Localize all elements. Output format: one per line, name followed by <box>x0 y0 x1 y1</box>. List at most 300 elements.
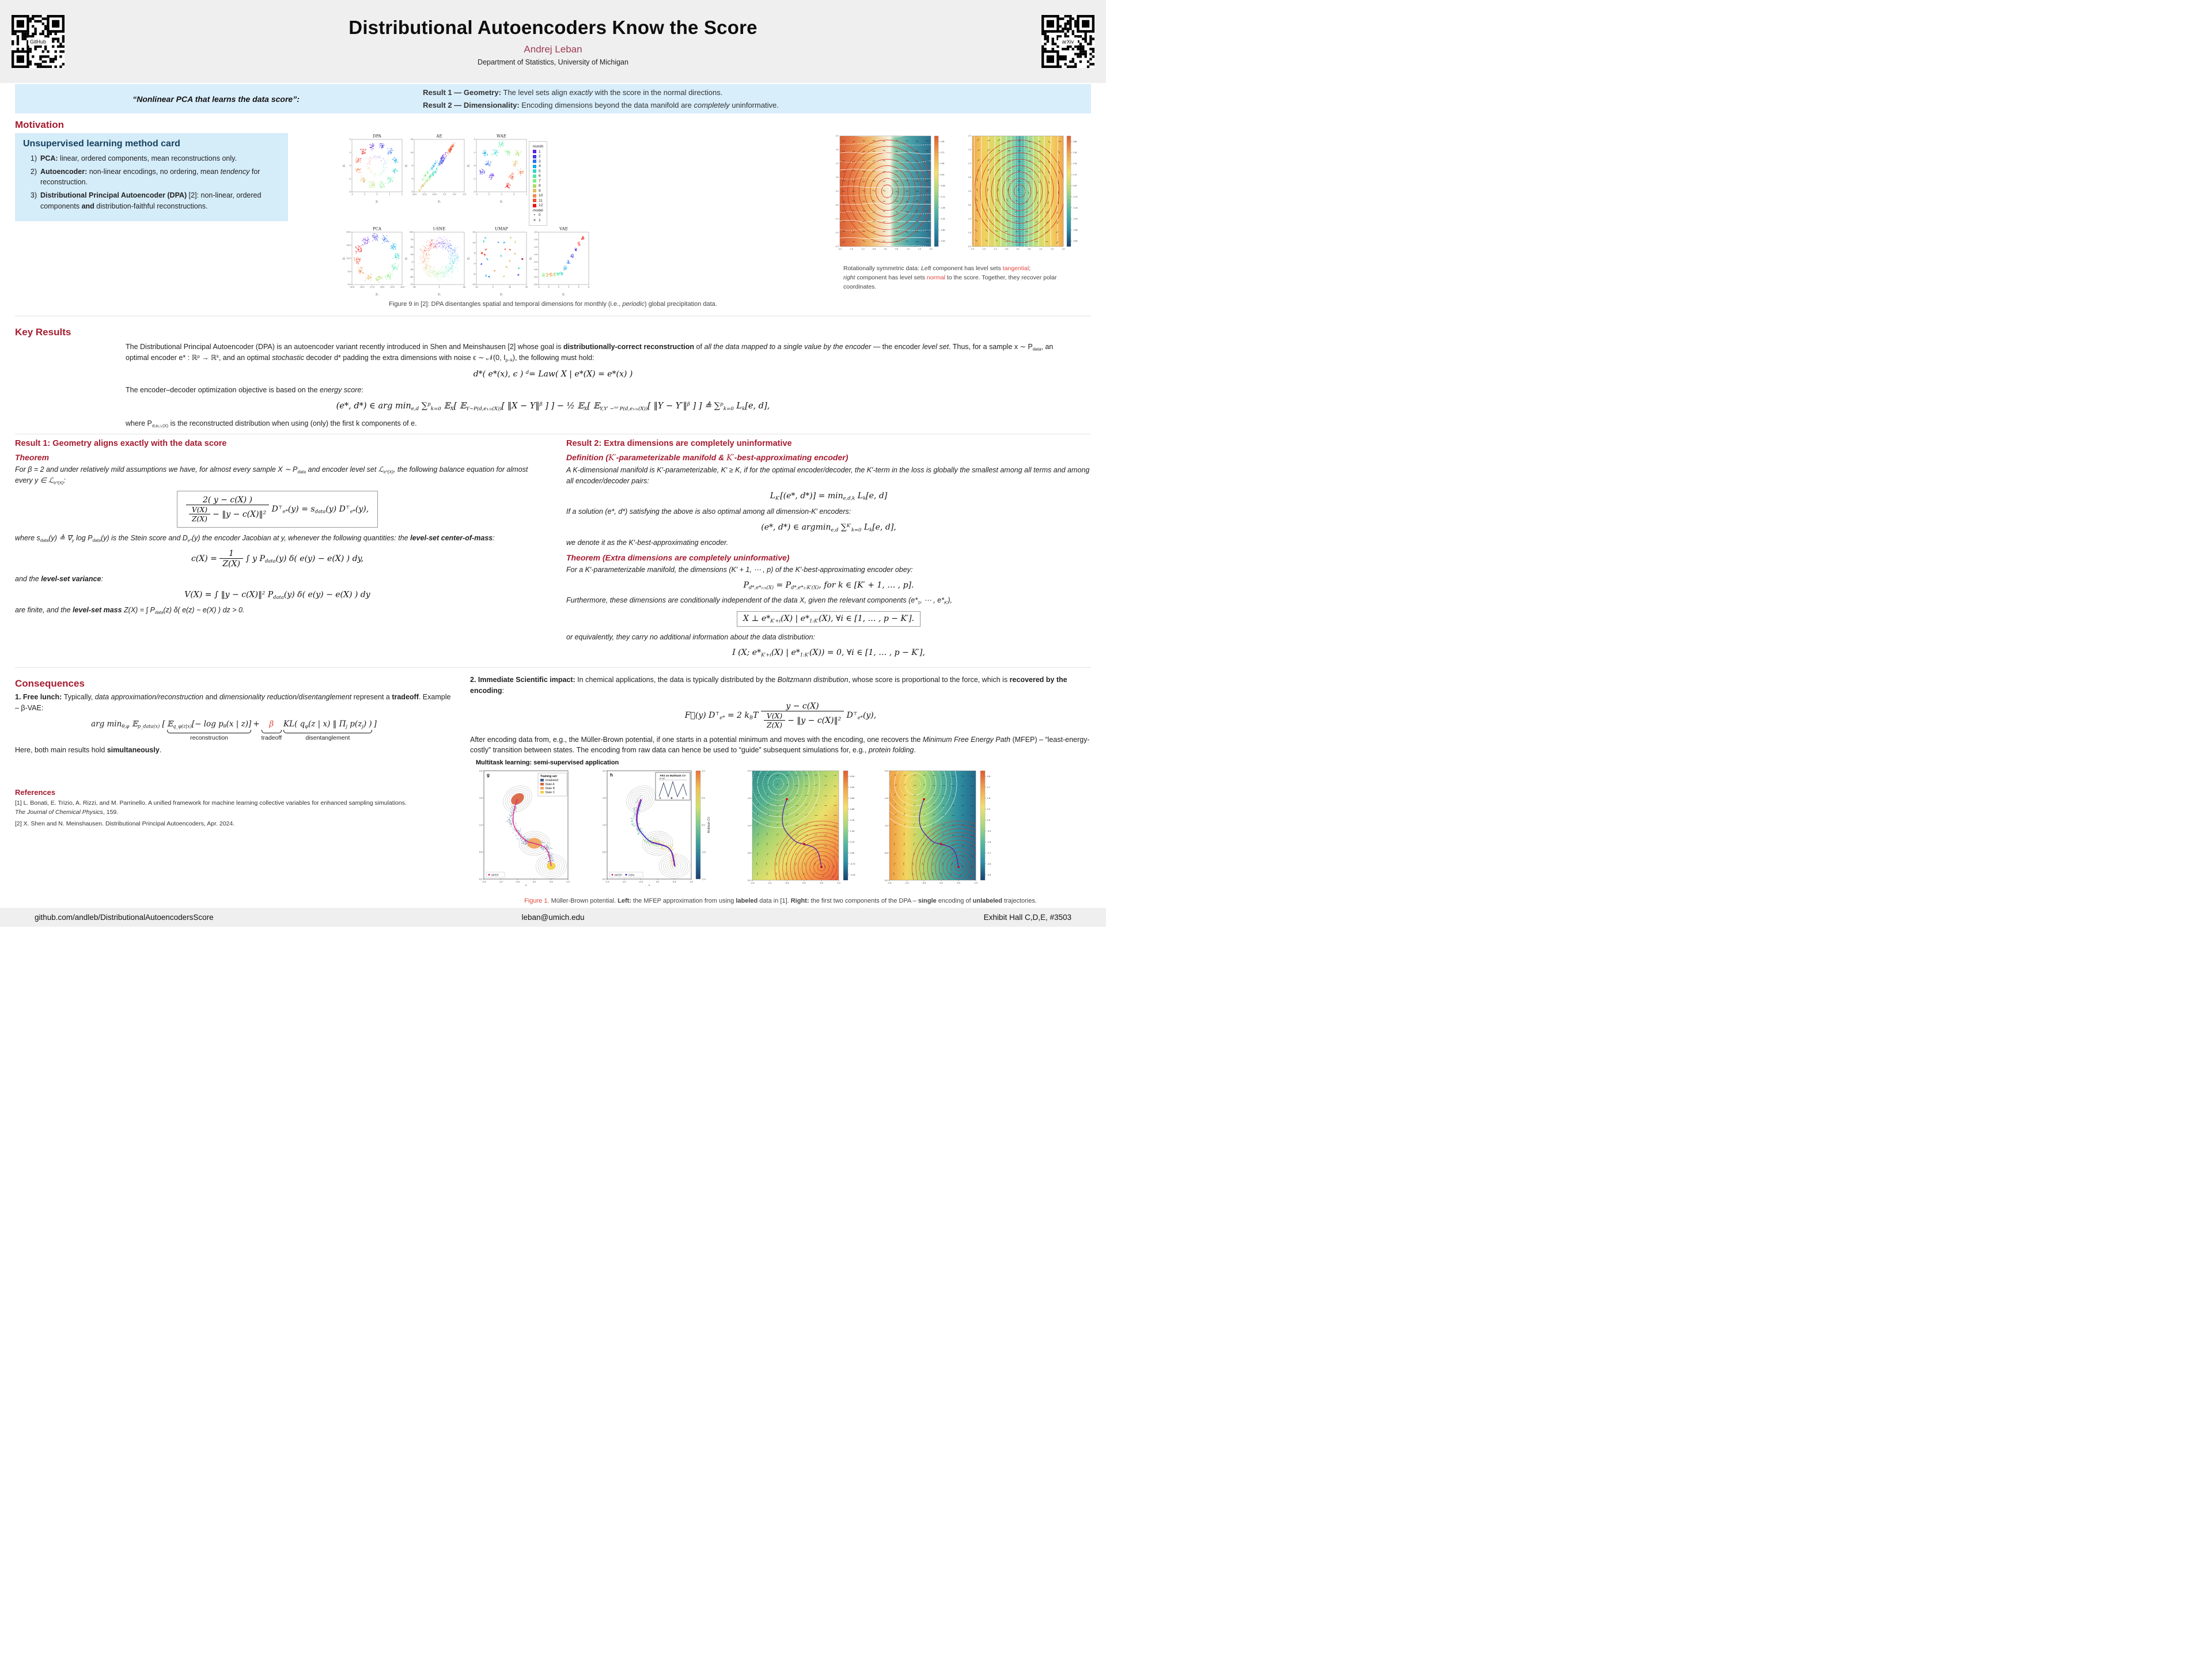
result1-finite-paragraph: are finite, and the level-set mass Z(X) = ∫ $P_{data}(z)$ δ( e(z) − e(X) ) dz > 0. <box>15 606 245 615</box>
method-card-item-dpa: 3) Distributional Principal Autoencoder (DPA) [2]: non-linear, ordered components and distribution-faithful reconstructions. <box>30 191 262 210</box>
lk-equation: $L_{K'}[(e*$, $d*)] = \min_{e,d,k} L_k[e$, d] <box>770 491 888 502</box>
svg-text:-1.0: -1.0 <box>835 218 839 221</box>
figure1-panel-g <box>470 767 590 895</box>
svg-text:2: 2 <box>402 193 403 196</box>
force-equation: F⃗(y) $D^⊤_{e*} = 2$ $k_BT$ y − c(X) $\frac{V(X)}{Z(X)}$ − ‖y − c(X)‖² $D^⊤_{e*}(y)$, <box>684 701 877 729</box>
consequences-heading: Consequences <box>15 678 85 690</box>
svg-text:6: 6 <box>588 286 589 289</box>
svg-text:-1.0: -1.0 <box>967 218 971 221</box>
svg-text:0.72: 0.72 <box>850 840 855 843</box>
balance-equation: 2( y − c(X) ) $\frac{V(X)}{Z(X)}$ − ‖y − c(X)‖² $D^⊤_{e*}(y) = s_{data}(y)$ $D^⊤_{e*}(y)$, <box>15 491 540 528</box>
legend-month-11: 11 <box>533 199 543 203</box>
svg-text:0: 0 <box>493 286 494 289</box>
svg-text:-1.0: -1.0 <box>498 880 503 884</box>
svg-text:-0.5: -0.5 <box>1005 248 1009 251</box>
svg-text:0.0: 0.0 <box>968 190 971 193</box>
svg-text:-1.5: -1.5 <box>750 881 755 885</box>
simultaneously-paragraph: Here, both main results hold simultaneously. <box>15 746 162 755</box>
tagline-strip <box>15 84 1091 113</box>
svg-text:AE: AE <box>436 134 442 139</box>
svg-text:0.0: 0.0 <box>1016 248 1020 251</box>
figure9-panel-VAE <box>529 226 591 298</box>
reference-1: [1] L. Bonati, E. Trizio, A. Rizzi, and M. Parrinello. A unified framework for machine learning collective variables for enhanced sampling simulations. The Journal of Chemical Physics, 159. <box>15 800 407 816</box>
figure1-panel-dpa-component-1 <box>740 767 873 895</box>
svg-text:-12.5: -12.5 <box>389 286 395 289</box>
theorem2-body-a: For a K′-parameterizable manifold, the dimensions (K′ + 1, ⋯ , p) of the K′-best-approximating encoder obey: <box>566 565 913 574</box>
svg-text:0.5: 0.5 <box>835 176 839 179</box>
svg-text:0: 0 <box>438 286 440 289</box>
svg-text:MFEP: MFEP <box>491 873 499 877</box>
svg-text:0.00: 0.00 <box>1073 184 1077 187</box>
svg-text:0: 0 <box>411 177 413 180</box>
svg-text:2: 2 <box>568 286 570 289</box>
svg-text:Z₁: Z₁ <box>375 200 379 204</box>
vae-tradeoff-term: β tradeoff <box>261 719 282 741</box>
svg-text:-1.44: -1.44 <box>850 873 855 876</box>
svg-text:-2: -2 <box>349 191 351 194</box>
svg-text:1.08: 1.08 <box>940 140 945 143</box>
svg-text:-1.5: -1.5 <box>605 880 609 884</box>
svg-text:-1.5: -1.5 <box>835 232 839 234</box>
legend-month-9: 9 <box>533 189 543 193</box>
svg-text:-1: -1 <box>349 177 351 180</box>
svg-text:-10.0: -10.0 <box>431 193 437 196</box>
svg-text:4.32: 4.32 <box>850 785 855 789</box>
svg-text:1.0: 1.0 <box>968 162 971 165</box>
svg-text:Z₁: Z₁ <box>562 293 566 297</box>
poster-title: Distributional Autoencoders Know the Score <box>349 17 757 38</box>
svg-text:GEN: GEN <box>628 873 634 877</box>
svg-text:State B: State B <box>545 787 555 791</box>
svg-text:-1.0: -1.0 <box>861 248 865 251</box>
svg-text:-3: -3 <box>475 193 478 196</box>
polar-panels <box>820 133 1091 261</box>
svg-text:Z₁: Z₁ <box>375 293 379 297</box>
svg-text:-1.0: -1.0 <box>702 877 706 881</box>
svg-text:-17.5: -17.5 <box>369 286 374 289</box>
legend-month-5: 5 <box>533 169 543 173</box>
svg-text:-10: -10 <box>475 286 478 289</box>
figure9-caption: Figure 9 in [2]: DPA disentangles spatial and temporal dimensions for monthly (i.e., periodic) global precipitation data. <box>389 301 717 308</box>
impact-paragraph-2: After encoding data from, e.g., the Müller-Brown potential, if one starts in a potential minimum and moves with the encoding, one recovers the Minimum Free Energy Path (MFEP) – “least-energy-costly” transition between states. The encoding from raw data can hence be used to “guide” subsequent simulations for, e.g., protein folding. <box>470 735 1090 755</box>
figure9-row-2 <box>342 226 591 298</box>
svg-text:-5.0: -5.0 <box>533 261 537 264</box>
svg-text:0: 0 <box>558 286 559 289</box>
svg-text:-12.5: -12.5 <box>422 193 427 196</box>
distribution-equality-equation: $P_{d*,e*_1:_k(X)} = P_{d*,e*_1:K'(X)}$, for k ∈ [K′ + 1, … , p]. <box>743 580 914 590</box>
svg-text:0: 0 <box>513 193 515 196</box>
figure9-row-1 <box>342 133 591 226</box>
svg-text:1.44: 1.44 <box>850 829 855 832</box>
definition-heading: Definition (K′-parameterizable manifold & K′-best-approximating encoder) <box>566 452 849 463</box>
svg-text:0.0: 0.0 <box>747 878 751 882</box>
svg-text:4: 4 <box>578 286 579 289</box>
svg-text:FES on Multitask CV: FES on Multitask CV <box>660 774 686 778</box>
reference-2: [2] X. Shen and N. Meinshausen. Distributional Principal Autoencoders, Apr. 2024. <box>15 820 235 827</box>
legend-month-3: 3 <box>533 160 543 164</box>
svg-text:50: 50 <box>410 246 413 249</box>
svg-text:0.5: 0.5 <box>550 880 553 884</box>
svg-text:-2: -2 <box>488 193 490 196</box>
svg-text:-20.0: -20.0 <box>359 286 365 289</box>
svg-text:1.0: 1.0 <box>479 823 483 827</box>
motivation-heading: Motivation <box>15 119 64 130</box>
svg-text:Z₂: Z₂ <box>405 164 408 168</box>
svg-text:0.36: 0.36 <box>940 162 945 165</box>
svg-text:-2.16: -2.16 <box>1073 218 1078 221</box>
legend-month-10: 10 <box>533 194 543 198</box>
svg-text:75: 75 <box>410 238 413 241</box>
svg-text:-6.0: -6.0 <box>533 276 537 279</box>
svg-text:-4.0: -4.0 <box>533 246 537 249</box>
figure1-panels <box>470 767 1091 895</box>
svg-text:0: 0 <box>376 193 378 196</box>
svg-text:-2.0: -2.0 <box>967 245 971 248</box>
svg-text:-7.5: -7.5 <box>442 193 446 196</box>
svg-text:-2: -2 <box>351 193 353 196</box>
beta-vae-equation: arg $\min_{\theta,\varphi}$ 𝔼$_{p\_data(x)}$ [ 𝔼$_{q\_\varphi(z|x)}$[− $\log p_\theta(x$ | z)] reconstruction + β tradeoff KL( $q_\varphi(z$ | x) ‖ $\Pi_j$ $p(z_j)$ ) disentanglement ] <box>91 719 377 742</box>
svg-text:-1.80: -1.80 <box>940 229 945 232</box>
svg-text:-4: -4 <box>537 286 540 289</box>
key-results-paragraph-1: The Distributional Principal Autoencoder (DPA) is an autoencoder variant recently introduced in Shen and Meinshausen [2] whose goal is distributionally-correct reconstruction of all the data mapped to a single value by the encoder — the encoder level set. Thus, for a sample x ∼ $P_{data}$, an optimal encoder e* : ℝ$^p$ → ℝ$^k$, and an optimal stochastic decoder d* padding the extra dimensions with noise ϵ ∼ 𝒩(0, $I_{p-k}$), the following must hold: <box>126 343 1054 363</box>
svg-text:-15.0: -15.0 <box>411 193 417 196</box>
result1-column <box>15 439 540 662</box>
svg-text:Z₂: Z₂ <box>343 164 346 168</box>
method-card-item-pca: 1) PCA: linear, ordered components, mean reconstructions only. <box>30 154 237 162</box>
svg-text:Z₁: Z₁ <box>437 293 441 297</box>
affiliation: Department of Statistics, University of Michigan <box>478 58 628 66</box>
svg-text:-0.5: -0.5 <box>785 881 789 885</box>
svg-text:5: 5 <box>411 164 413 167</box>
svg-text:Z₁: Z₁ <box>499 293 503 297</box>
mutual-information-equation: I (X; $e*_{K'+i}(X)$ | $e*_{1:K'}(X)) = 0$, ∀i ∈ [1, … , p − K′], <box>732 647 925 658</box>
theorem1-body: For β = 2 and under relatively mild assumptions we have, for almost every sample X ∼ $P_{data}$ and encoder level set ℒ$_{e*(X)}$, the following balance equation for almost every y ∈ ℒ$_{e*(X)}$: <box>15 465 528 486</box>
svg-text:-0.5: -0.5 <box>515 880 520 884</box>
svg-text:0.72: 0.72 <box>1073 173 1077 176</box>
bottom-section <box>0 672 1106 908</box>
figure1-panel-dpa-component-2 <box>877 767 1010 895</box>
svg-text:Z₁: Z₁ <box>499 200 503 204</box>
result2-heading: Result 2: Extra dimensions are completely uninformative <box>566 438 792 448</box>
svg-text:0.5: 0.5 <box>602 850 606 854</box>
svg-text:-1: -1 <box>363 193 366 196</box>
svg-text:0: 0 <box>474 262 475 265</box>
legend-month-4: 4 <box>533 164 543 168</box>
result1-where-paragraph: where $s_{data}(y)$ ≜ $\nabla_y$ $\log P_{data}(y)$ is the Stein score and $D_{e*}(y)$ the encoder Jacobian at y, whenever the following quantities: the level-set center-of-mass: <box>15 534 495 543</box>
svg-text:0.0: 0.0 <box>602 877 606 881</box>
underbrace <box>283 730 372 733</box>
svg-text:1.0: 1.0 <box>835 162 839 165</box>
svg-text:State C: State C <box>545 791 555 795</box>
svg-text:1.5: 1.5 <box>1050 248 1054 251</box>
svg-text:0: 0 <box>411 261 413 264</box>
svg-text:-0.5: -0.5 <box>638 880 643 884</box>
svg-text:-2.16: -2.16 <box>940 240 945 243</box>
svg-text:-15.0: -15.0 <box>380 286 385 289</box>
svg-text:2.16: 2.16 <box>1073 151 1077 154</box>
figure1-panel-h <box>593 767 736 895</box>
tagline-results <box>423 88 779 109</box>
svg-text:-1: -1 <box>500 193 503 196</box>
svg-text:arXiv: arXiv <box>1062 39 1074 45</box>
legend-month-12: 12 <box>533 203 543 207</box>
variance-equation: V(X) = ∫ ‖y − c(X)‖$^2$ $P_{data}(y)$ δ( e(y) − e(X) ) dy <box>184 589 370 600</box>
svg-text:-2.5: -2.5 <box>462 193 467 196</box>
svg-text:1.5: 1.5 <box>968 149 971 151</box>
svg-text:-0.5: -0.5 <box>967 204 971 207</box>
law-equation: d*( e*(x), ϵ ) $^d$= Law( X | e*(X) = e*(x) ) <box>473 369 633 379</box>
key-results-paragraph-2: The encoder–decoder optimization objective is based on the energy score: <box>126 386 363 395</box>
tagline-result-1: Result 1 — Geometry: The level sets align exactly with the score in the normal directions. <box>423 88 723 97</box>
svg-text:0.5: 0.5 <box>702 796 705 800</box>
svg-text:GitHub: GitHub <box>29 39 47 45</box>
method-card-title: Unsupervised learning method card <box>23 139 180 149</box>
svg-text:25: 25 <box>410 253 413 256</box>
svg-text:0.0: 0.0 <box>532 880 536 884</box>
svg-text:State A: State A <box>545 783 555 787</box>
svg-text:0.0: 0.0 <box>802 881 806 885</box>
theorem2-body-c: or equivalently, they carry no additional information about the data distribution: <box>566 632 815 641</box>
svg-text:2.0: 2.0 <box>479 769 483 772</box>
legend-month-1: 1 <box>533 150 543 154</box>
energy-score-equation: (e*, d*) ∈ arg $\min_{e,d} \sum^p_{k=0}$ 𝔼$_X$[ 𝔼$_{Y\sim P(d,e_1:_k(X))}$[ ‖X − Y‖$^\beta$ ] ] − ½ 𝔼$_X$[ 𝔼$_{Y,Y' \sim^{ii}ᵈ P(d,e_1:_k(X))}$[ ‖Y − Y′‖$^\beta$ ] ] ≜ ∑$^p_{k=0}$ $L_k[e$, d], <box>336 401 770 412</box>
svg-text:15: 15 <box>410 138 413 141</box>
svg-text:15: 15 <box>472 231 475 234</box>
svg-text:0.0: 0.0 <box>702 823 705 827</box>
svg-text:10: 10 <box>472 241 475 244</box>
svg-text:3.60: 3.60 <box>850 796 855 800</box>
svg-text:-10: -10 <box>472 283 475 286</box>
svg-text:-1.5: -1.5 <box>967 232 971 234</box>
svg-text:0: 0 <box>474 164 475 167</box>
figure9-panel-AE <box>404 133 467 206</box>
svg-text:0.72: 0.72 <box>940 151 945 154</box>
svg-text:Z₂: Z₂ <box>343 256 346 260</box>
qr-code-arxiv <box>1041 15 1094 68</box>
svg-text:-50: -50 <box>412 286 416 289</box>
svg-text:-25: -25 <box>410 268 413 271</box>
svg-text:-2.88: -2.88 <box>1073 229 1078 232</box>
impact-paragraph-1: 2. Immediate Scientific impact: In chemical applications, the data is typically distributed by the Boltzmann distribution, whose score is proportional to the force, which is recovered by the encoding: <box>470 676 1067 695</box>
svg-text:Multitask CV: Multitask CV <box>707 817 711 834</box>
svg-text:-3.0: -3.0 <box>533 231 537 234</box>
svg-text:Unlabeled: Unlabeled <box>545 779 559 783</box>
svg-text:-1.5: -1.5 <box>982 248 986 251</box>
svg-text:1.5: 1.5 <box>479 796 483 800</box>
svg-text:-1: -1 <box>473 177 475 180</box>
legend-model-0: • 0 <box>533 213 541 217</box>
svg-text:-50: -50 <box>410 276 413 279</box>
svg-text:-2: -2 <box>547 286 550 289</box>
vae-reconstruction-term: 𝔼$_{q\_\varphi(z|x)}$[− $\log p_\theta(x$ | z)] reconstruction <box>166 719 252 742</box>
svg-text:0.5: 0.5 <box>968 176 971 179</box>
qr-pattern <box>12 15 65 68</box>
svg-text:-2: -2 <box>473 191 475 194</box>
svg-text:x: x <box>648 884 650 887</box>
svg-text:-0.72: -0.72 <box>850 862 855 865</box>
svg-text:0.0: 0.0 <box>656 880 660 884</box>
poster-root <box>0 0 1106 922</box>
figure9-panel-UMAP <box>467 226 529 298</box>
svg-text:1.5: 1.5 <box>602 796 606 800</box>
svg-text:16 kʙT: 16 kʙT <box>659 777 665 780</box>
vae-disentanglement-term: KL( $q_\varphi(z$ | x) ‖ $\Pi_j$ $p(z_j)$ ) disentanglement <box>283 719 372 742</box>
method-card <box>15 133 288 221</box>
header <box>0 0 1106 83</box>
polar-panel-tangential <box>828 133 959 261</box>
svg-text:-5: -5 <box>411 191 413 194</box>
result1-heading: Result 1: Geometry aligns exactly with the data score <box>15 438 227 448</box>
svg-text:WAE: WAE <box>496 134 507 139</box>
key-results-paragraph-3: where $P_{d,e_1:_k(X)}$ is the reconstructed distribution when using (only) the first k components of e. <box>126 419 417 428</box>
svg-text:x: x <box>525 884 527 887</box>
theorem1-heading: Theorem <box>15 452 50 462</box>
qr-pattern <box>1041 15 1094 68</box>
svg-text:-6.5: -6.5 <box>533 283 537 286</box>
svg-text:-1.08: -1.08 <box>940 207 945 209</box>
svg-text:Z₂: Z₂ <box>467 164 471 168</box>
svg-text:1.0: 1.0 <box>1039 248 1042 251</box>
references-heading: References <box>15 788 56 797</box>
svg-text:1.44: 1.44 <box>1073 162 1077 165</box>
svg-text:-1.5: -1.5 <box>849 248 853 251</box>
svg-text:C: C <box>682 797 684 800</box>
svg-text:2.0: 2.0 <box>968 135 971 138</box>
figure9-panel-t-SNE <box>404 226 467 298</box>
svg-text:2.88: 2.88 <box>1073 140 1077 143</box>
svg-text:B: B <box>671 797 673 800</box>
svg-text:VAE: VAE <box>559 226 568 232</box>
svg-text:1.0: 1.0 <box>602 823 606 827</box>
divider-3 <box>15 667 1091 668</box>
svg-text:-0.36: -0.36 <box>940 184 945 187</box>
svg-text:10: 10 <box>509 286 511 289</box>
qr-code-github <box>12 15 65 68</box>
svg-text:2.0: 2.0 <box>602 769 606 772</box>
svg-text:15.0: 15.0 <box>346 244 351 247</box>
svg-text:-5.5: -5.5 <box>533 268 537 271</box>
free-lunch-paragraph: 1. Free lunch: Typically, data approximation/reconstruction and dimensionality reduction/disentanglement represent a tradeoff. Example – β-VAE: <box>15 693 451 712</box>
svg-text:-5: -5 <box>473 273 475 275</box>
theorem2-heading: Theorem (Extra dimensions are completely uninformative) <box>566 552 790 562</box>
svg-text:0.5: 0.5 <box>1028 248 1031 251</box>
footer-exhibit-location: Exhibit Hall C,D,E, #3503 <box>983 913 1071 922</box>
key-results-heading: Key Results <box>15 327 71 338</box>
polar-panel-normal <box>961 133 1091 261</box>
svg-text:-75: -75 <box>410 283 413 286</box>
svg-text:-5.0: -5.0 <box>452 193 456 196</box>
svg-text:-3.5: -3.5 <box>533 238 537 241</box>
svg-text:-1.5: -1.5 <box>482 880 486 884</box>
svg-text:0.5: 0.5 <box>820 881 823 885</box>
svg-text:50: 50 <box>463 286 465 289</box>
svg-text:-1.0: -1.0 <box>622 880 626 884</box>
svg-text:0.00: 0.00 <box>850 851 855 854</box>
svg-text:-4.5: -4.5 <box>533 253 537 256</box>
svg-text:Z₂: Z₂ <box>529 256 533 260</box>
footer-github-url: github.com/andleb/DistributionalAutoencodersScore <box>35 913 214 922</box>
svg-text:-2.0: -2.0 <box>838 248 842 251</box>
svg-text:10: 10 <box>410 151 413 154</box>
argmin-equation: (e*, d*) ∈ argmin$_{e,d}$ ∑$^{K'}_{k=0}$ $L_k[e$, d], <box>761 522 896 533</box>
svg-text:1.0: 1.0 <box>566 880 570 884</box>
svg-text:5.0: 5.0 <box>347 270 351 273</box>
svg-text:2.88: 2.88 <box>850 807 855 810</box>
svg-text:1.0: 1.0 <box>747 824 751 827</box>
center-of-mass-equation: c(X) = $\frac{1}{Z(X)}$ ∫ y $P_{data}(y)$ δ( e(y) − e(X) ) dy, <box>191 549 364 569</box>
tagline-result-2: Result 2 — Dimensionality: Encoding dimensions beyond the data manifold are completely uninformative. <box>423 101 779 109</box>
figure9-embedding-plots <box>342 133 591 298</box>
svg-text:2: 2 <box>349 138 351 141</box>
result1-variance-paragraph: and the level-set variance: <box>15 575 103 584</box>
svg-text:10.0: 10.0 <box>346 257 351 260</box>
svg-text:h: h <box>610 772 613 778</box>
figure9-panel-DPA <box>342 133 404 206</box>
svg-text:g: g <box>487 772 490 778</box>
tagline-quote: “Nonlinear PCA that learns the data score”: <box>132 94 300 104</box>
svg-text:0.0: 0.0 <box>479 877 483 881</box>
svg-text:t-SNE: t-SNE <box>433 226 446 232</box>
svg-text:-10.0: -10.0 <box>399 286 405 289</box>
method-card-item-autoencoder: 2) Autoencoder: non-linear encodings, no ordering, mean tendency for reconstruction. <box>30 168 260 187</box>
figure1-caption: Figure 1. Müller-Brown potential. Left: the MFEP approximation from using labeled data in [1]. Right: the first two components of the DPA – single encoding of unlabeled trajectories. <box>524 897 1037 905</box>
svg-text:-1.0: -1.0 <box>767 881 772 885</box>
svg-text:0.0: 0.0 <box>347 283 351 286</box>
title-block <box>86 17 1020 66</box>
svg-text:MFEP: MFEP <box>615 873 622 877</box>
figure9-panel-PCA <box>342 226 404 298</box>
footer-email: leban@umich.edu <box>521 913 585 922</box>
svg-text:1: 1 <box>526 193 527 196</box>
svg-text:1.5: 1.5 <box>747 796 751 800</box>
svg-text:-1.0: -1.0 <box>993 248 997 251</box>
author-name: Andrej Leban <box>524 44 582 55</box>
polar-coordinates-figure <box>820 133 1091 291</box>
legend-model-1: ✕ 1 <box>533 218 541 222</box>
impact-column <box>470 672 1091 908</box>
svg-text:-2.0: -2.0 <box>970 248 975 251</box>
legend-month-7: 7 <box>533 179 543 183</box>
svg-text:-1.44: -1.44 <box>940 218 945 221</box>
svg-text:2.0: 2.0 <box>929 248 933 251</box>
legend-month-6: 6 <box>533 174 543 178</box>
svg-text:-0.72: -0.72 <box>940 195 945 198</box>
svg-text:1: 1 <box>389 193 391 196</box>
svg-text:PCA: PCA <box>372 226 382 232</box>
svg-text:-0.5: -0.5 <box>835 204 839 207</box>
figure1-suptitle: Multitask learning: semi-supervised application <box>476 759 619 767</box>
svg-text:2.0: 2.0 <box>835 135 839 138</box>
legend-month-2: 2 <box>533 154 543 158</box>
svg-text:2.0: 2.0 <box>1062 248 1065 251</box>
polar-caption: Rotationally symmetric data: Left component has level sets tangential; right component has level sets normal to the score. Together, they recover polar coordinates. <box>843 265 1057 290</box>
svg-text:2.16: 2.16 <box>850 818 855 821</box>
consequences-column <box>15 672 453 908</box>
svg-text:-3.60: -3.60 <box>1073 240 1078 243</box>
svg-text:0.5: 0.5 <box>895 248 899 251</box>
svg-text:-0.72: -0.72 <box>1073 195 1078 198</box>
svg-text:A: A <box>659 797 661 800</box>
result2-column <box>566 439 1091 662</box>
references-block <box>15 788 453 828</box>
svg-text:0.0: 0.0 <box>835 190 839 193</box>
svg-text:0.0: 0.0 <box>884 248 887 251</box>
independence-equation: X ⊥ $e*_{K'+i}(X)$ | $e*_{1:K'}(X)$, ∀i ∈ [1, … , p − K′]. <box>566 611 1091 627</box>
svg-text:5.04: 5.04 <box>850 774 855 778</box>
svg-text:-2.0: -2.0 <box>835 245 839 248</box>
figure9-panel-WAE <box>467 133 529 206</box>
svg-text:1.0: 1.0 <box>690 880 693 884</box>
